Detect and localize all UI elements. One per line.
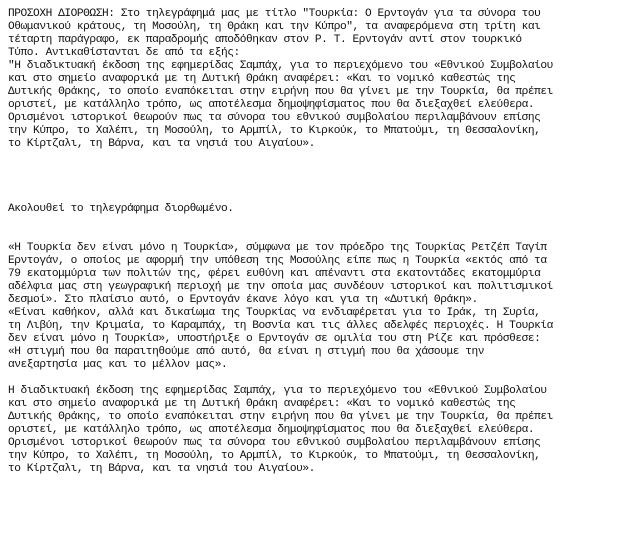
text-line: Ορισμένοι ιστορικοί θεωρούν πως τα σύνορα του εθνικού συμβολαίου περιλαμβάνουν επίσης: [8, 112, 541, 124]
text-line: Τύπο. Αντικαθίστανται δε από τα εξής:: [8, 47, 240, 59]
spacer: [8, 216, 623, 242]
text-line: το Κίρτζαλι, τη Βάρνα, και τα νησιά του Αιγαίου».: [8, 138, 315, 150]
text-line: ΠΡΟΣΟΧΗ ΔΙΟΡΘΩΣΗ: Στο τηλεγράφημά μας με τίτλο "Τουρκία: Ο Ερντογάν για τα σύνορα του: [8, 8, 541, 20]
spacer: [8, 151, 623, 203]
text-line: οριστεί, με κατάλληλο τρόπο, ως αποτέλεσμα δημοψηφίσματος που θα διεξαχθεί ελεύθερα.: [8, 99, 535, 111]
text-line: «Είναι καθήκον, αλλά και δικαίωμα της Τουρκίας να ενδιαφέρεται για το Ιράκ, τη Συρία,: [8, 307, 541, 319]
text-line: «Η στιγμή που θα παραιτηθούμε από αυτό, θα είναι η στιγμή που θα χάσουμε την: [8, 346, 485, 358]
text-line: "Η διαδικτυακή έκδοση της εφημερίδας Σαμπάχ, για το περιεχόμενο του «Εθνικού Συμβολαίου: [8, 60, 553, 72]
text-line: Δυτικής Θράκης, το οποίο εναπόκειται στην ειρήνη που θα γίνει με την Τουρκία, θα πρέπει: [8, 86, 553, 98]
text-line: την Κύπρο, το Χαλέπι, τη Μοσούλη, το Αρμπίλ, το Κιρκούκ, το Μπατούμι, τη Θεσσαλονίκη,: [8, 125, 541, 137]
text-line: αδέλφια μας στη γεωγραφική περιοχή με την οποία μας συνδέουν ιστορικοί και πολιτισμικοί: [8, 281, 553, 293]
text-line: Ορισμένοι ιστορικοί θεωρούν πως τα σύνορα του εθνικού συμβολαίου περιλαμβάνουν επίσης: [8, 437, 541, 449]
text-line: το Κίρτζαλι, τη Βάρνα, και τα νησιά του Αιγαίου».: [8, 463, 315, 475]
intro-line: Ακολουθεί το τηλεγράφημα διορθωμένο.: [8, 203, 234, 215]
spacer: [8, 372, 623, 385]
text-line: την Κύπρο, το Χαλέπι, τη Μοσούλη, το Αρμπίλ, το Κιρκούκ, το Μπατούμι, τη Θεσσαλονίκη,: [8, 450, 541, 462]
corrected-dispatch: [8, 242, 623, 372]
text-line: τη Λιβύη, την Κριμαία, το Καραμπάχ, τη Βοσνία και τις άλλες αδελφές περιοχές. Η Τουρκία: [8, 320, 553, 332]
text-line: Οθωμανικού κράτους, τη Μοσούλη, τη Θράκη και την Κύπρο", τα αναφερόμενα στη τρίτη και: [8, 21, 541, 33]
text-line: 79 εκατομμύρια των πολιτών της, φέρει ευθύνη και απέναντι στα εκατοντάδες εκατομμύρια: [8, 268, 541, 280]
text-line: «Η Τουρκία δεν είναι μόνο η Τουρκία», σύμφωνα με τον πρόεδρο της Τουρκίας Ρετζέπ Ταγίπ: [8, 242, 547, 254]
text-line: και στο σημείο αναφορικά με τη Δυτική Θράκη αναφέρει: «Και το νομικό καθεστώς της: [8, 398, 516, 410]
text-line: δεσμοί». Στο πλαίσιο αυτό, ο Ερντογάν έκανε λόγο και για τη «Δυτική Θράκη».: [8, 294, 478, 306]
text-line: οριστεί, με κατάλληλο τρόπο, ως αποτέλεσμα δημοψηφίσματος που θα διεξαχθεί ελεύθερα.: [8, 424, 535, 436]
text-line: Δυτικής Θράκης, το οποίο εναπόκειται στην ειρήνη που θα γίνει με την Τουρκία, θα πρέπει: [8, 411, 553, 423]
text-line: τέταρτη παράγραφο, εκ παραδρομής αποδόθηκαν στον Ρ. Τ. Ερντογάν αντί στον τουρκικό: [8, 34, 522, 46]
text-line: ανεξαρτησία μας και το μέλλον μας».: [8, 359, 228, 371]
text-line: Η διαδικτυακή έκδοση της εφημερίδας Σαμπάχ, για το περιεχόμενο του «Εθνικού Συμβολαίου: [8, 385, 547, 397]
text-line: Ερντογάν, ο οποίος με αφορμή την υπόθεση της Μοσούλης είπε πως η Τουρκία «εκτός από τα: [8, 255, 547, 267]
text-line: και στο σημείο αναφορικά με τη Δυτική Θράκη αναφέρει: «Και το νομικό καθεστώς της: [8, 73, 516, 85]
document-body: [8, 8, 623, 476]
correction-notice: [8, 8, 623, 151]
sabah-paragraph: [8, 385, 623, 476]
text-line: δεν είναι μόνο η Τουρκία», υποστήριξε ο Ερντογάν σε ομιλία του στη Ρίζε και πρόσθεσε:: [8, 333, 541, 345]
